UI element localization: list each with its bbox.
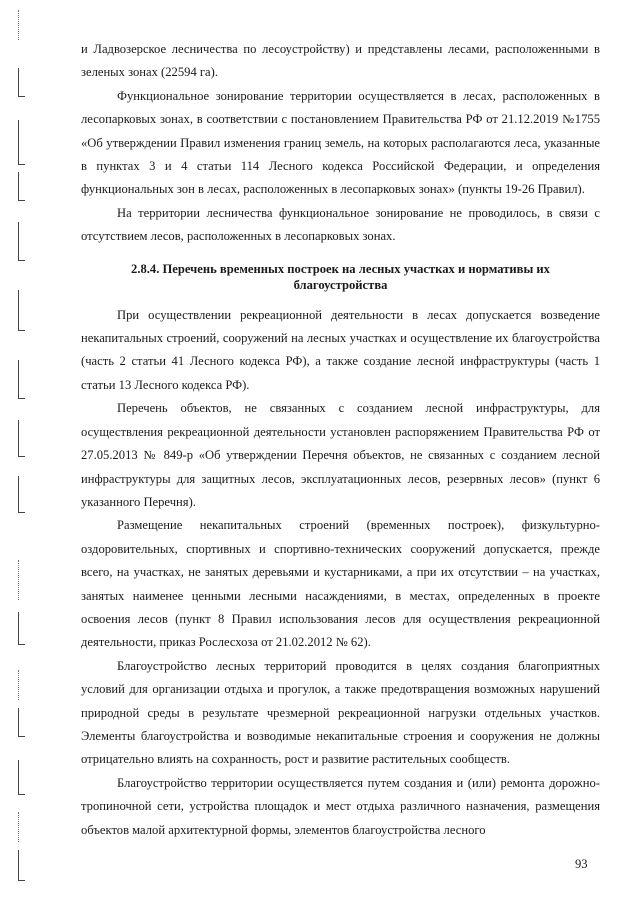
binding-mark: [18, 172, 25, 201]
paragraph: При осуществлении рекреационной деятельности в лесах допускается возведение некапитальных строений, сооружений на лесных участках и осуществление их благоустройства (часть 2 статьи 41 Лесного кодекса РФ), а также создание лесной инфраструктуры (часть 1 статьи 13 Лесного кодекса РФ).: [81, 307, 600, 392]
paragraph: На территории лесничества функциональное зонирование не проводилось, в связи с отсутствием лесов, расположенных в лесопарковых зонах.: [81, 205, 600, 244]
page-number: 93: [575, 857, 588, 871]
binding-mark: [18, 360, 25, 399]
binding-mark: [18, 612, 25, 645]
paragraph: и Ладвозерское лесничества по лесоустройству) и представлены лесами, расположенными в зеленых зонах (22594 га).: [81, 42, 600, 80]
binding-tick: [18, 812, 19, 842]
binding-mark: [18, 850, 25, 881]
paragraph: Размещение некапитальных строений (временных построек), физкультурно-оздоровительных, спортивных и спортивно-технических сооружений допускается, прежде всего, на участках, не занятых деревьями и кустарниками, а при их отсутствии – на участках, занятых наименее ценными лесными насаждениями, в местах, определенных в проекте освоения лесов (пункт 8 Правил использования лесов для осуществления рекреационной деятельности, приказ Рослесхоза от 21.02.2012 № 62).: [81, 518, 600, 650]
binding-mark: [18, 222, 25, 261]
binding-mark: [18, 708, 25, 737]
binding-mark: [18, 290, 25, 331]
binding-tick: [18, 560, 19, 600]
binding-tick: [18, 10, 19, 40]
paragraph: Благоустройство лесных территорий проводится в целях создания благоприятных условий для организации отдыха и прогулок, а также предотвращения возможных нарушений природной среды в результате чрезмерной рекреационной нагрузки отдельных участков. Элементы благоустройства и возводимые некапитальные строения и сооружения не должны отрицательно влиять на сохранность, рост и развитие растительных сообществ.: [81, 658, 600, 767]
section-heading: 2.8.4. Перечень временных построек на лесных участках и нормативы их благоустройства: [131, 261, 550, 292]
binding-margin-marks: [0, 0, 30, 905]
binding-mark: [18, 120, 25, 165]
binding-mark: [18, 420, 25, 457]
paragraph: Перечень объектов, не связанных с созданием лесной инфраструктуры, для осуществления рекреационной деятельности установлен распоряжением Правительства РФ от 27.05.2013 № 849-р «Об утверждении Перечня объектов, не связанных с созданием лесной инфраструктуры для защитных лесов, эксплуатационных лесов, резервных лесов» (пункт 6 указанного Перечня).: [81, 401, 600, 509]
binding-mark: [18, 760, 25, 795]
binding-tick: [18, 670, 19, 700]
document-body: [81, 38, 600, 842]
binding-mark: [18, 476, 25, 513]
binding-mark: [18, 68, 25, 97]
paragraph: Функциональное зонирование территории осуществляется в лесах, расположенных в лесопарковых зонах, в соответствии с постановлением Правительства РФ от 21.12.2019 №1755 «Об утверждении Правил изменения границ земель, на которых располагаются леса, указанные в пунктах 3 и 4 статьи 114 Лесного кодекса Российской Федерации, и определения функциональных зон в лесах, расположенных в лесопарковых зонах» (пункты 19-26 Правил).: [81, 88, 600, 197]
paragraph: Благоустройство территории осуществляется путем создания и (или) ремонта дорожно-тропиночной сети, устройства площадок и мест отдыха различного назначения, размещения объектов малой архитектурной формы, элементов благоустройства лесного: [81, 775, 600, 837]
